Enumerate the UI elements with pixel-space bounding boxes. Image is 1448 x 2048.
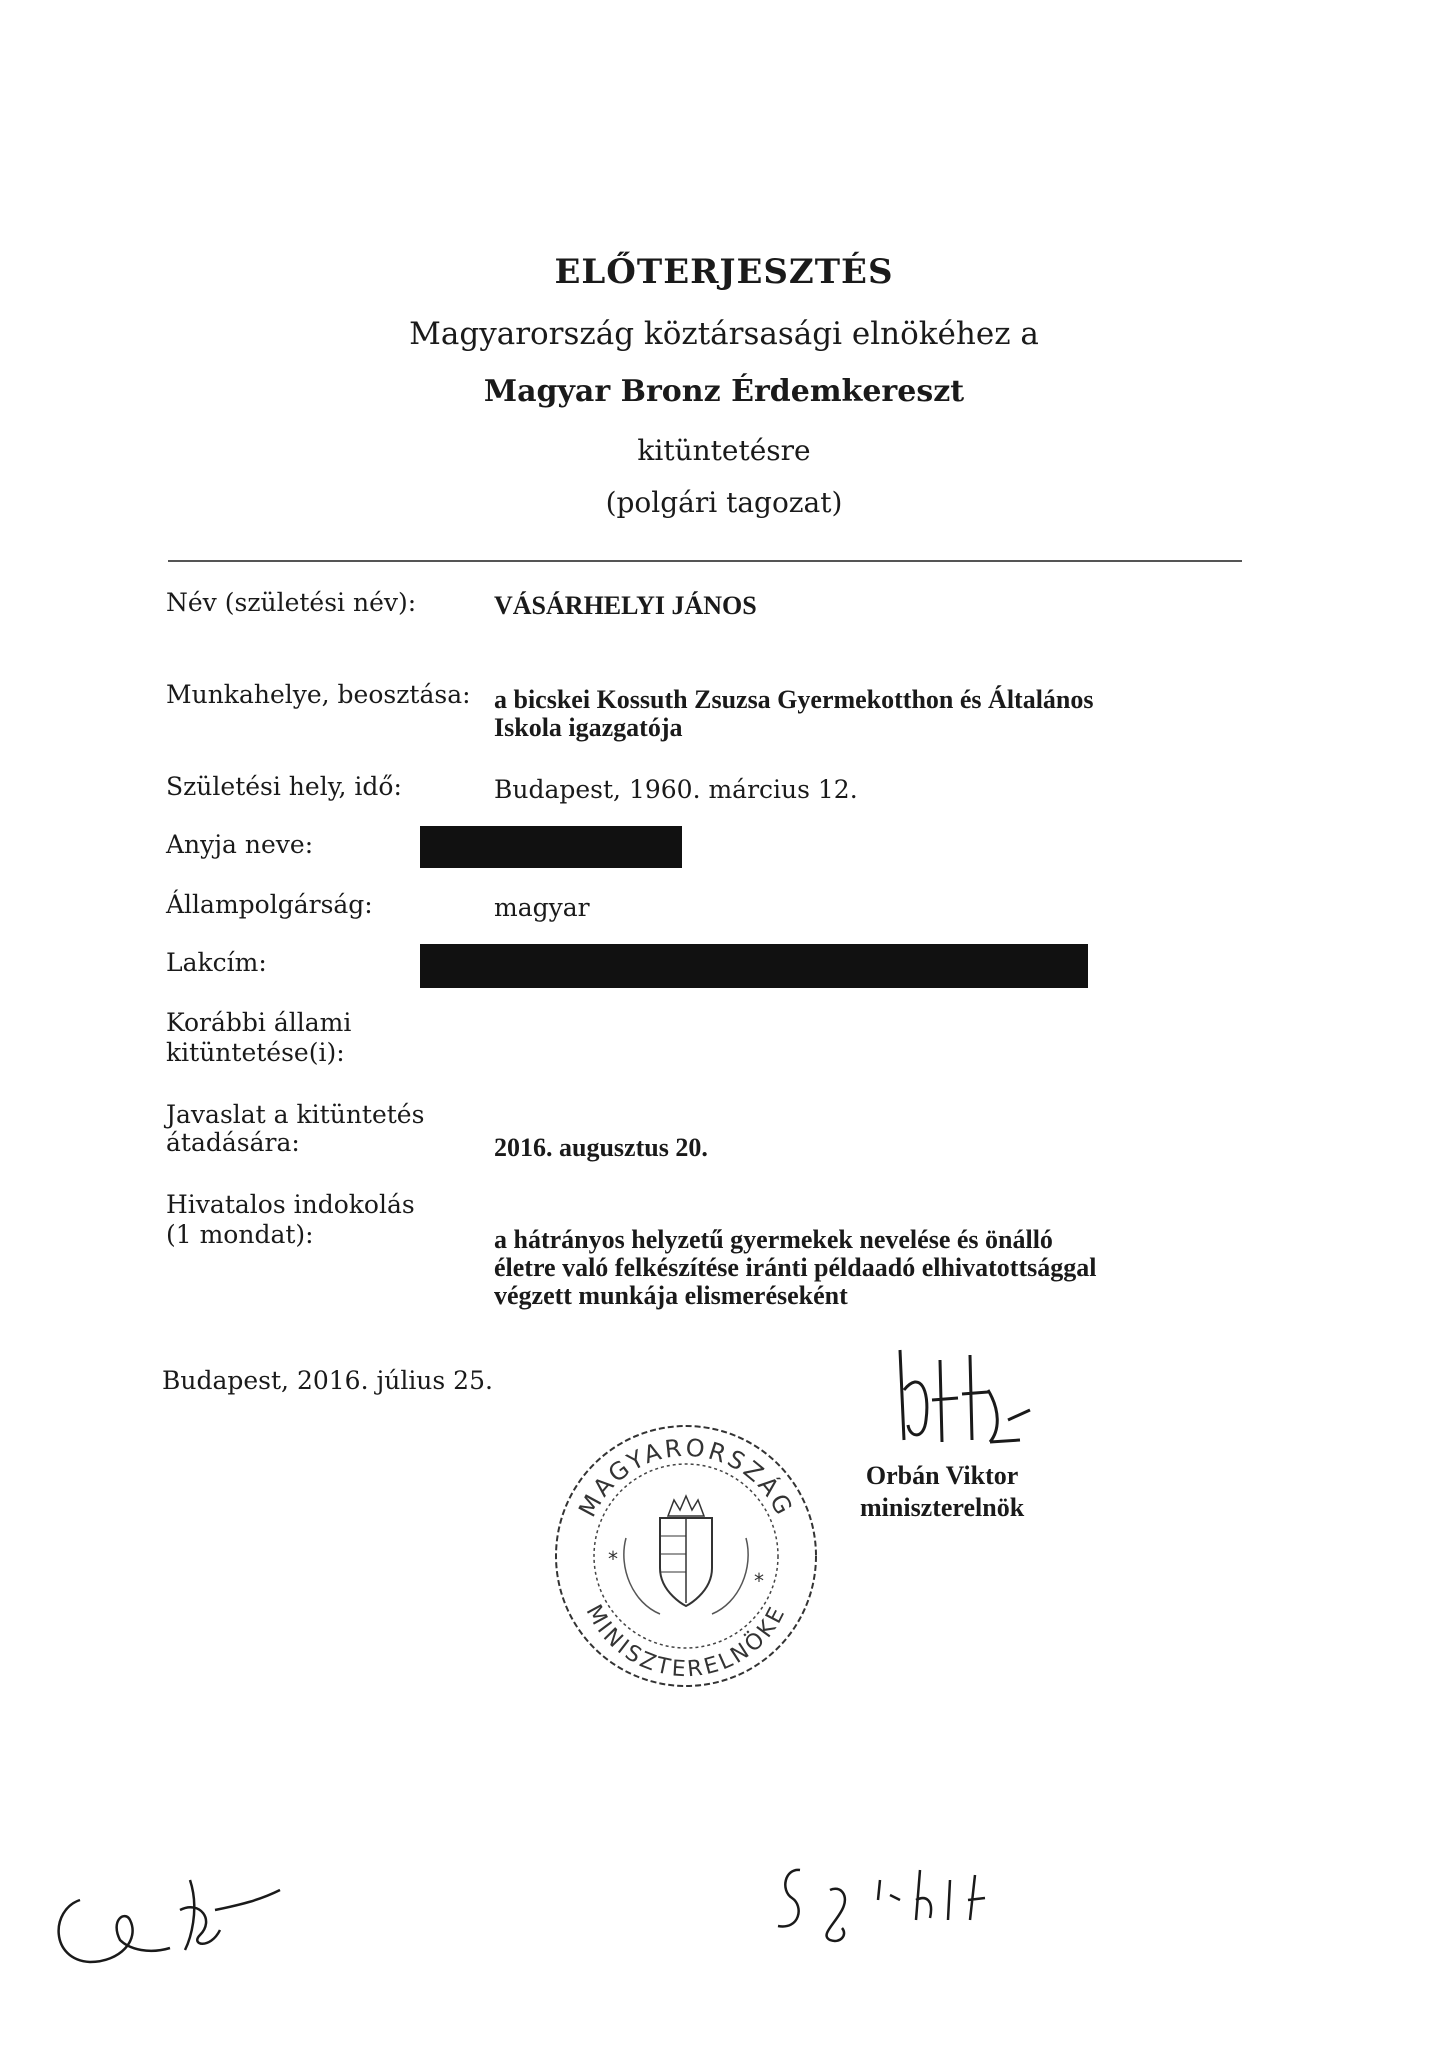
svg-text:*: * xyxy=(608,1547,618,1571)
reason-line2: életre való felkészítése iránti példaadó elhivatottsággal xyxy=(494,1253,1097,1282)
mother-name-redaction xyxy=(420,826,682,868)
svg-text:MINISZTERELNÖKE xyxy=(581,1601,792,1682)
signer-title: miniszterelnök xyxy=(860,1493,1025,1522)
seal-text-top: MAGYARORSZÁG xyxy=(573,1433,799,1522)
address-label: Lakcím: xyxy=(166,948,267,977)
svg-text:*: * xyxy=(754,1569,764,1593)
place-date: Budapest, 2016. július 25. xyxy=(162,1366,493,1395)
seal-text-bottom: MINISZTERELNÖKE xyxy=(580,1600,792,1683)
award-purpose: kitüntetésre xyxy=(637,434,811,467)
citizenship-label: Állampolgárság: xyxy=(166,890,373,919)
name-value: VÁSÁRHELYI JÁNOS xyxy=(494,591,757,620)
reason-line1: a hátrányos helyzetű gyermekek nevelése és önálló xyxy=(494,1225,1053,1254)
signer-block xyxy=(860,1460,1024,1524)
initials-center xyxy=(730,1840,1030,1960)
pm-signature xyxy=(880,1330,1060,1460)
name-label: Név (születési név): xyxy=(166,588,417,617)
birth-value: Budapest, 1960. március 12. xyxy=(494,775,858,804)
award-name: Magyar Bronz Érdemkereszt xyxy=(483,374,965,409)
birth-label: Születési hely, idő: xyxy=(166,772,402,801)
work-value-line1: a bicskei Kossuth Zsuzsa Gyermekotthon és Általános xyxy=(494,685,1094,714)
address-redaction xyxy=(420,944,1088,988)
document-title: ELŐTERJESZTÉS xyxy=(554,252,894,292)
work-label: Munkahelye, beosztása: xyxy=(166,680,471,709)
reason-label-line1: Hivatalos indokolás xyxy=(166,1190,415,1219)
mother-label: Anyja neve: xyxy=(166,830,314,859)
initials-left xyxy=(40,1850,300,1980)
reason-line3: végzett munkája elismeréseként xyxy=(494,1281,848,1310)
prev-awards-label-line2: kitüntetése(i): xyxy=(166,1038,345,1067)
handover-date: 2016. augusztus 20. xyxy=(494,1133,708,1162)
citizenship-value: magyar xyxy=(494,893,590,922)
header-divider xyxy=(168,560,1242,562)
award-section: (polgári tagozat) xyxy=(605,486,843,519)
prev-awards-label-line1: Korábbi állami xyxy=(166,1008,352,1037)
recipient-line: Magyarország köztársasági elnökéhez a xyxy=(409,316,1039,352)
work-value-line2: Iskola igazgatója xyxy=(494,713,683,742)
official-seal xyxy=(548,1418,824,1694)
reason-label-line2: (1 mondat): xyxy=(166,1220,314,1249)
handover-label-line2: átadására: xyxy=(166,1128,300,1157)
handover-label-line1: Javaslat a kitüntetés xyxy=(166,1100,425,1129)
signer-name: Orbán Viktor xyxy=(865,1461,1019,1490)
